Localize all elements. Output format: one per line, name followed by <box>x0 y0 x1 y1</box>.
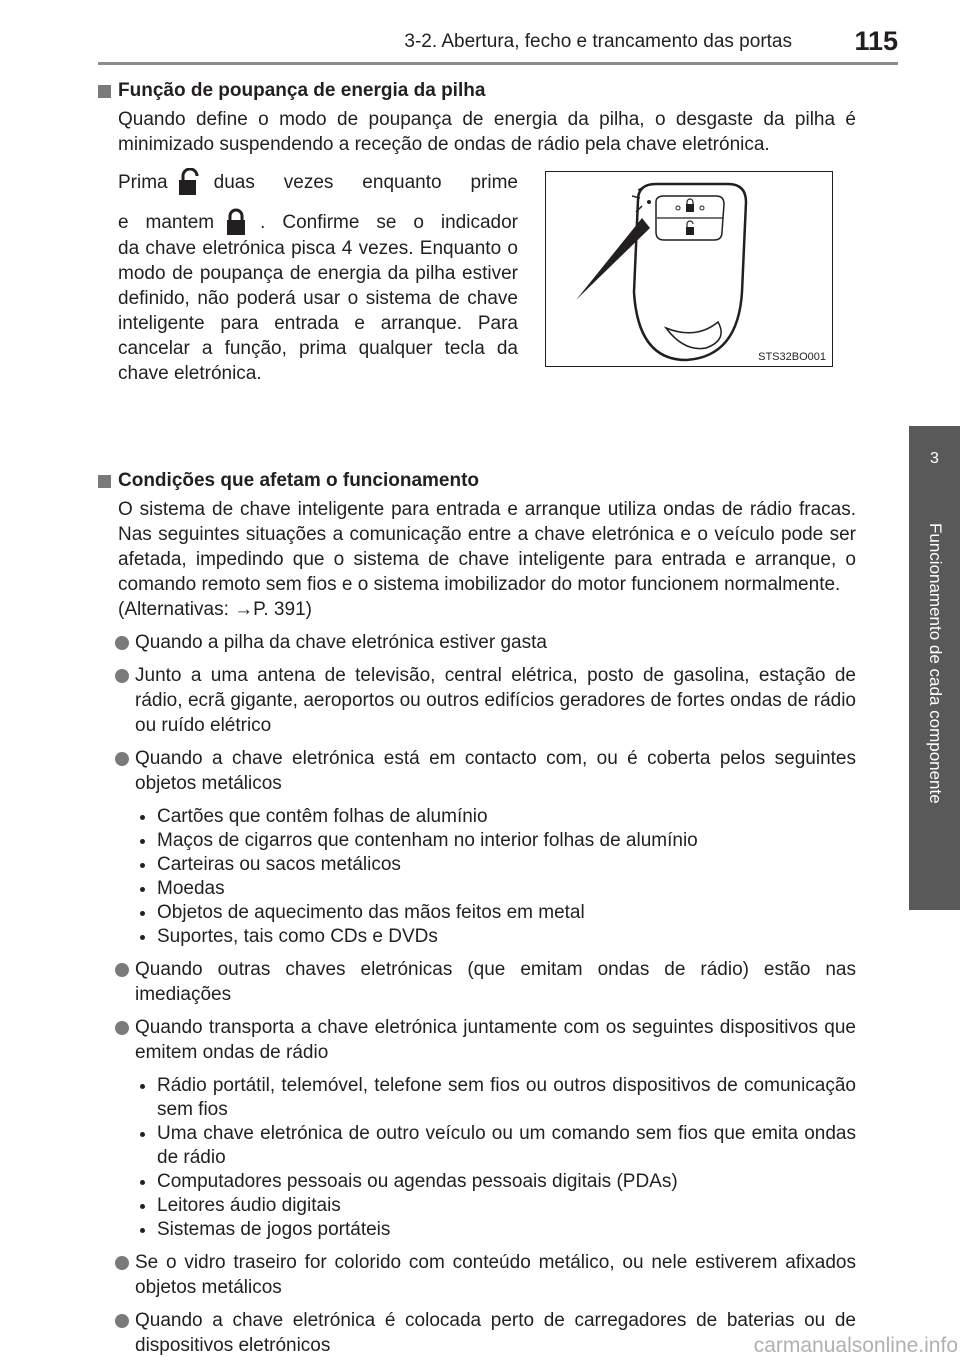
condition-item <box>96 1015 856 1065</box>
header-rule <box>98 62 898 65</box>
sub-item <box>96 877 856 901</box>
figure-code: STS32BO001 <box>758 351 826 363</box>
sub-bullet-icon <box>140 1204 145 1209</box>
heading-square-icon <box>98 475 111 488</box>
condition-text: Quando a pilha da chave eletrónica estiver gasta <box>135 632 547 653</box>
sub-item-text: Objetos de aquecimento das mãos feitos em metal <box>157 902 585 923</box>
section-heading-battery-saving <box>96 78 856 104</box>
sub-bullet-icon <box>140 1228 145 1233</box>
sub-item-text: Moedas <box>157 878 225 899</box>
bullet-dot-icon <box>115 963 129 977</box>
sub-bullet-icon <box>140 863 145 868</box>
instruction-line-1: Prima duas vezes enquanto prime <box>118 168 518 196</box>
sub-item <box>96 1122 856 1170</box>
condition-text: Se o vidro traseiro for colorido com conteúdo metálico, ou nele estiverem afixados objetos metálicos <box>135 1252 856 1298</box>
sub-item <box>96 829 856 853</box>
bullet-dot-icon <box>115 1314 129 1328</box>
instruction-line-2: e mantem . Confirme se o indicador <box>118 208 518 236</box>
sub-bullet-icon <box>140 887 145 892</box>
sub-item <box>96 901 856 925</box>
sub-item <box>96 1194 856 1218</box>
sub-list <box>96 805 856 949</box>
bullet-dot-icon <box>115 669 129 683</box>
sub-item <box>96 853 856 877</box>
condition-text: Quando a chave eletrónica é colocada perto de carregadores de baterias ou de dispositivos eletrónicos <box>135 1310 856 1356</box>
sub-bullet-icon <box>140 935 145 940</box>
heading-square-icon <box>98 85 111 98</box>
sub-bullet-icon <box>140 1084 145 1089</box>
condition-item <box>96 957 856 1007</box>
chapter-number: 3 <box>930 450 939 467</box>
sub-item-text: Cartões que contêm folhas de alumínio <box>157 806 488 827</box>
heading-text: Condições que afetam o funcionamento <box>118 470 480 491</box>
sub-item-text: Uma chave eletrónica de outro veículo ou um comando sem fios que emita ondas de rádio <box>157 1123 856 1168</box>
condition-item <box>96 663 856 738</box>
condition-text: Junto a uma antena de televisão, central elétrica, posto de gasolina, estação de rádio, ecrã gigante, aeroportos ou outros edifícios geradores de fortes ondas de rádio ou ruído elétrico <box>135 665 856 736</box>
section-heading-conditions <box>96 468 856 494</box>
sub-item-text: Sistemas de jogos portáteis <box>157 1219 391 1240</box>
sub-item-text: Leitores áudio digitais <box>157 1195 341 1216</box>
sub-bullet-icon <box>140 911 145 916</box>
lock-icon <box>222 208 252 236</box>
sub-bullet-icon <box>140 1180 145 1185</box>
conditions-list <box>96 630 856 1358</box>
battery-saving-intro: Quando define o modo de poupança de energia da pilha, o desgaste da pilha é minimizado suspendendo a receção de ondas de rádio pela chave eletrónica. <box>118 109 856 155</box>
sub-item <box>96 925 856 949</box>
battery-saving-instructions <box>118 168 518 386</box>
section-title: 3-2. Abertura, fecho e trancamento das portas <box>404 31 792 52</box>
chapter-side-tab <box>909 426 960 910</box>
sub-item-text: Carteiras ou sacos metálicos <box>157 854 401 875</box>
condition-item <box>96 1308 856 1358</box>
bullet-dot-icon <box>115 1021 129 1035</box>
condition-item <box>96 1250 856 1300</box>
sub-bullet-icon <box>140 815 145 820</box>
sub-item <box>96 1170 856 1194</box>
smart-key-illustration <box>546 172 832 366</box>
alternatives-reference: (Alternativas: →P. 391) <box>118 599 312 620</box>
sub-item <box>96 805 856 829</box>
smart-key-figure <box>545 171 833 367</box>
instruction-rest: da chave eletrónica pisca 4 vezes. Enquanto o modo de poupança de energia da pilha estiver definido, não poderá usar o sistema de chave inteligente para entrada e arranque. Para cancelar a função, prima qualquer tecla da chave eletrónica. <box>118 238 518 384</box>
condition-text: Quando transporta a chave eletrónica juntamente com os seguintes dispositivos que emitem ondas de rádio <box>135 1017 856 1063</box>
heading-text: Função de poupança de energia da pilha <box>118 80 486 101</box>
bullet-dot-icon <box>115 1256 129 1270</box>
sub-item-text: Rádio portátil, telemóvel, telefone sem fios ou outros dispositivos de comunicação sem fios <box>157 1075 856 1120</box>
condition-item <box>96 746 856 796</box>
sub-item <box>96 1218 856 1242</box>
conditions-intro: O sistema de chave inteligente para entrada e arranque utiliza ondas de rádio fracas. Nas seguintes situações a comunicação entre a chave eletrónica e o veículo pode ser afetada, impedindo que o sistema de chave inteligente para entrada e arranque, o comando remoto sem fios e o sistema imobilizador do motor funcionem normalmente. <box>118 499 856 595</box>
page-header <box>98 28 898 58</box>
sub-item-text: Suportes, tais como CDs e DVDs <box>157 926 438 947</box>
bullet-dot-icon <box>115 752 129 766</box>
watermark: carmanualsonline.info <box>753 1334 958 1357</box>
sub-item <box>96 1074 856 1122</box>
sub-item-text: Maços de cigarros que contenham no interior folhas de alumínio <box>157 830 698 851</box>
sub-list <box>96 1074 856 1242</box>
bullet-dot-icon <box>115 636 129 650</box>
chapter-title: Funcionamento de cada componente <box>926 523 945 804</box>
sub-item-text: Computadores pessoais ou agendas pessoais digitais (PDAs) <box>157 1171 678 1192</box>
condition-text: Quando a chave eletrónica está em contacto com, ou é coberta pelos seguintes objetos metálicos <box>135 748 856 794</box>
section-conditions <box>96 468 856 1358</box>
page-number: 115 <box>854 26 898 56</box>
unlock-icon <box>176 168 206 196</box>
condition-item <box>96 630 856 655</box>
sub-bullet-icon <box>140 1132 145 1137</box>
sub-bullet-icon <box>140 839 145 844</box>
condition-text: Quando outras chaves eletrónicas (que emitam ondas de rádio) estão nas imediações <box>135 959 856 1005</box>
